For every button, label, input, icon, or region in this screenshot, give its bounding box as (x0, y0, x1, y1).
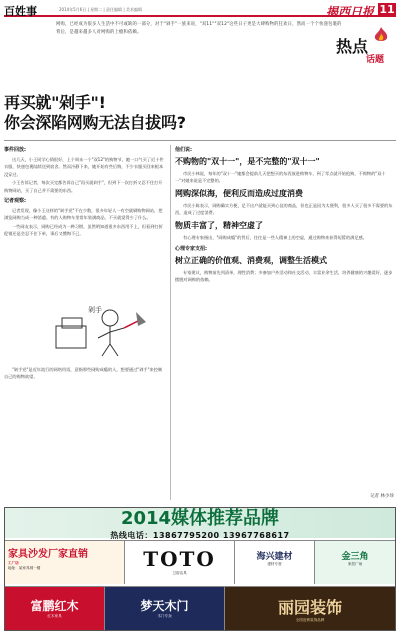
ad-row-1 (5, 540, 395, 584)
ad-jinsanjiao-name: 金三角 (341, 552, 369, 562)
ad-furniture-name: 家具沙发厂家直销 (8, 549, 88, 560)
cartoon-illustration (48, 300, 158, 360)
ad-toto[interactable] (125, 540, 235, 584)
divider (4, 140, 396, 141)
subheading-3: 物质丰富了，精神空虚了 (175, 220, 263, 230)
left-column (4, 146, 164, 296)
event-paragraph: 这几天，小王同学心情很好，上个周末一个"双12"的购物节，她一口气买了近十件衣服，快递包裹陆续送到宿舍。然而冷静下来，她开始有些后悔，不少衣服买回来根本没穿过。 (4, 157, 164, 177)
right-column (175, 146, 395, 491)
ad-liyuan-info: 全国连锁装饰品牌 (295, 618, 325, 622)
ad-mengtian[interactable] (105, 586, 225, 630)
issue-meta: 2014年5月6日 | 星期二 | 责任编辑 | 美术编辑 (59, 7, 142, 12)
ad-mengtian-name: 梦天木门 (140, 599, 189, 613)
ad-jinsanjiao[interactable] (315, 540, 395, 584)
flame-icon (370, 26, 392, 44)
right-paragraph: 专家建议，购物前先列清单，理性消费；多参加户外活动和社交活动，丰富业余生活，培养健康的兴趣爱好，逐步摆脱对网购的依赖。 (175, 270, 393, 283)
right-paragraph: 市民小陈表示，网购确实方便，足不出户就能买到心仪的商品，但也正是因为太便利，很多人买了很多不需要的东西，造成了过度消费。 (175, 202, 393, 216)
subheading-1: 不购物的"双十一"，是不完整的"双十一" (175, 157, 320, 166)
expert-label: 心理专家支招: (175, 246, 208, 253)
intro-box (56, 21, 346, 75)
shopping-cartoon-icon (48, 300, 158, 360)
ad-liyuan[interactable] (225, 586, 395, 630)
ad-block (4, 507, 396, 631)
svg-text:剁手: 剁手 (88, 306, 102, 314)
byline: 记者 林少珍 (370, 494, 394, 499)
page-number: 11 (379, 3, 395, 16)
left-column-bottom (4, 366, 164, 496)
ad-furniture-tag: 工厂店 (8, 561, 19, 565)
ad-furniture[interactable] (5, 540, 125, 584)
column-divider (170, 145, 171, 500)
ad-toto-name: TOTO (143, 547, 216, 571)
ad-haixing-info: 建材专营 (267, 562, 282, 566)
hotspot-sub: 话题 (366, 55, 385, 65)
intro-text: 网购，已经成为很多人生活中不可或缺的一部分，对于"剁手"一族来说，"双11""双12"这些日子更是大肆购物的狂欢日，然而一个个快递包裹的背后，是越来越多人对网购的上瘾和依赖。 (56, 22, 342, 35)
ad-furniture-info: 地址：某家具城一楼 (8, 566, 41, 570)
ad-jinsanjiao-info: 家居广场 (347, 562, 363, 566)
hotspot-main: 热点 (336, 37, 369, 56)
observe-paragraph: "剁手党"是近年流行的网络用语，意指那些网购成瘾的人，想要通过"剁手"来控制自己的购物欲望。 (4, 367, 163, 380)
voices-label: 他们说: (175, 147, 192, 153)
headline-line2: 你会深陷网购无法自拔吗? (4, 113, 186, 132)
ad-title: 2014媒体推荐品牌 (120, 508, 280, 529)
newspaper-brand: 揭西日报 (325, 5, 374, 19)
event-paragraph: 小王告诉记者，每次买完都告诉自己"再买就剁手"，但到下一次打折又忍不住打开购物网站，买了自己并不需要的东西。 (4, 180, 163, 193)
subheading-2: 网购深似海，便利反而造成过度消费 (175, 188, 303, 198)
ad-fupeng-info: 红木家具 (47, 614, 62, 618)
hotspot-logo (336, 24, 394, 70)
page-header (4, 3, 396, 17)
observe-paragraph: 一些网友表示，网购已经成为一种习惯，虽然明知道很多东西用不上，但看到打折促销还是会忍不住下单，事后又懊悔不已。 (4, 223, 163, 237)
ad-mengtian-info: 木门专卖 (157, 614, 172, 618)
ad-row-2 (5, 586, 395, 630)
right-paragraph: 有心理专家指出，"网购成瘾"的背后，往往是一些人精神上的空虚，通过购物来获得短暂的满足感。 (183, 234, 367, 240)
subheading-4: 树立正确的价值观、消费观，调整生活模式 (175, 256, 327, 266)
ad-liyuan-name: 丽园装饰 (277, 598, 342, 617)
section-title: 百姓事 (4, 5, 37, 18)
ad-fupeng-name: 富鹏红木 (30, 599, 79, 613)
observe-paragraph: 记者发现，像小王这样的"剁手党"不在少数，很多年轻人一有空就刷购物网站，把浏览网购当成一种消遣。有的人购物车里常年装满商品，不买就觉得少了什么。 (4, 208, 163, 221)
ad-fupeng[interactable] (5, 586, 105, 630)
ad-phone: 热线电话：13867795200 13967768617 (110, 531, 290, 540)
ad-banner (5, 508, 395, 538)
headline (4, 93, 254, 133)
right-paragraph: 市民小林说，每年的"双十一"她都会提前几天把想买的东西放进购物车，到了零点就开始抢购，不购物的"双十一"对她来说是不完整的。 (175, 171, 386, 184)
event-label: 事件回放: (4, 147, 26, 153)
ad-haixing-name: 海兴建材 (256, 552, 293, 562)
headline-line1: 再买就"剁手"! (4, 93, 106, 112)
ad-haixing[interactable] (235, 540, 315, 584)
ad-toto-info: 卫浴洁具 (172, 571, 187, 575)
observe-label: 记者观察: (4, 198, 26, 205)
